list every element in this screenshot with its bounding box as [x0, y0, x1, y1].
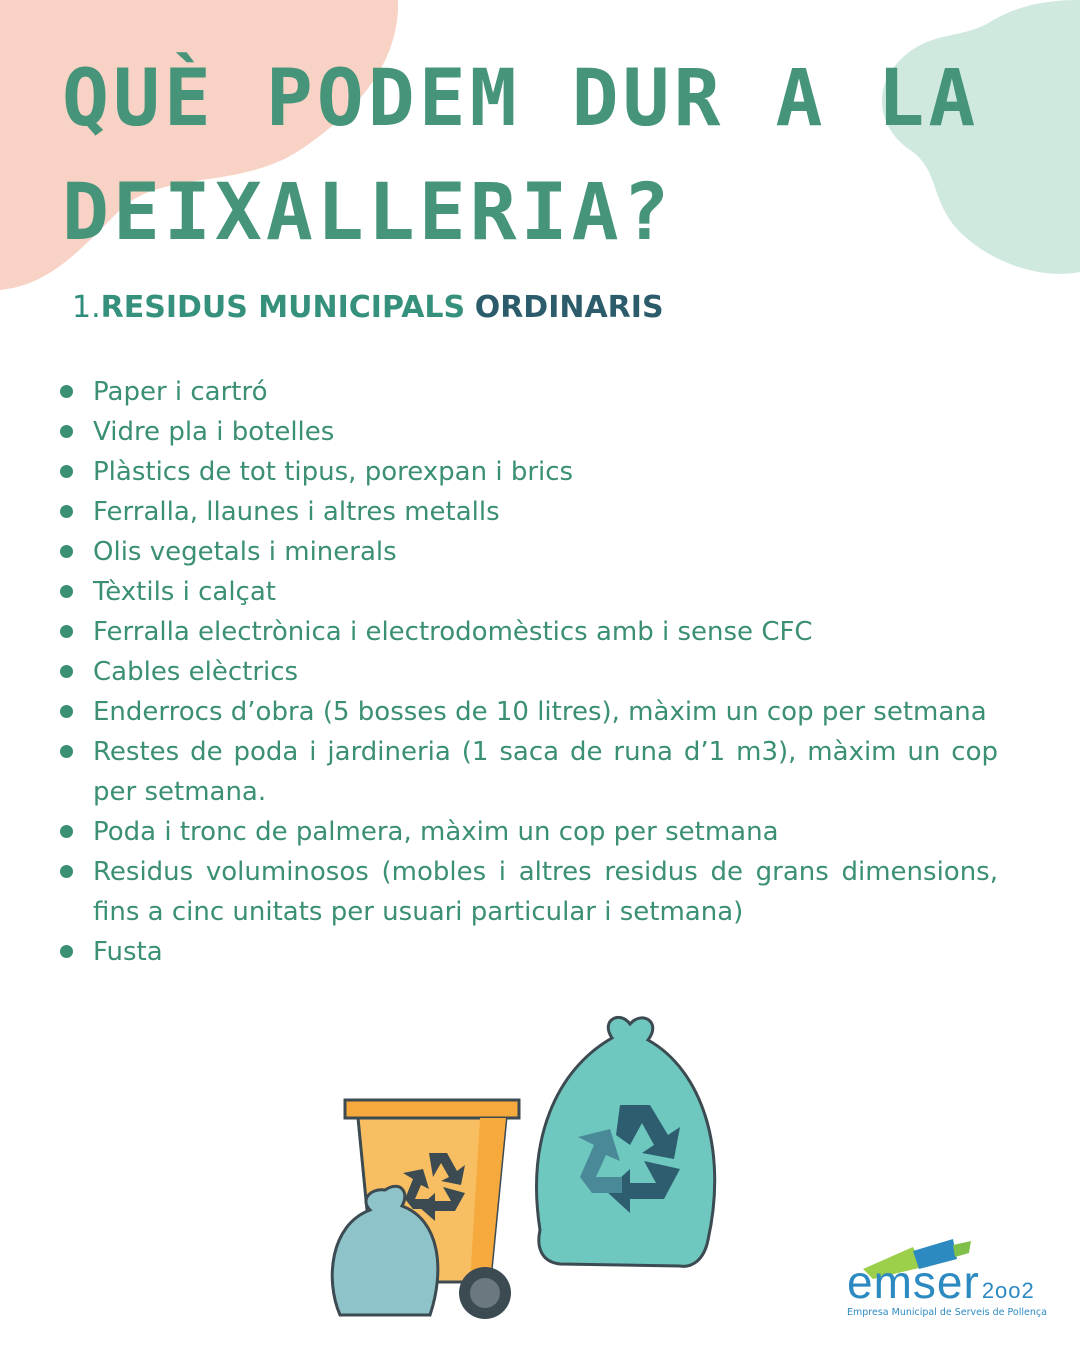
trash-bag-icon	[537, 1017, 715, 1266]
title-line-2: DEIXALLERIA?	[62, 168, 674, 258]
section-heading	[72, 290, 664, 325]
emser-logo	[843, 1243, 1047, 1325]
logo-wordmark-text: emser	[847, 1256, 980, 1308]
section-number: 1.	[72, 290, 101, 325]
list-item: Residus voluminosos (mobles i altres residus de grans dimensions, fins a cinc unitats per usuari particular i setmana)	[56, 852, 998, 932]
list-item: Poda i tronc de palmera, màxim un cop per setmana	[56, 812, 998, 852]
list-item: Tèxtils i calçat	[56, 572, 998, 612]
logo-year: 2oo2	[981, 1278, 1035, 1303]
list-item: Restes de poda i jardineria (1 saca de runa d’1 m3), màxim un cop per setmana.	[56, 732, 998, 812]
list-item: Fusta	[56, 932, 998, 972]
list-item: Enderrocs d’obra (5 bosses de 10 litres), màxim un cop per setmana	[56, 692, 998, 732]
logo-tagline: Empresa Municipal de Serveis de Pollença	[847, 1307, 1047, 1318]
list-item: Ferralla electrònica i electrodomèstics amb i sense CFC	[56, 612, 998, 652]
title-line-1: QUÈ PODEM DUR A LA	[62, 54, 980, 144]
list-item: Paper i cartró	[56, 372, 998, 412]
list-item: Cables elèctrics	[56, 652, 998, 692]
page-title	[62, 42, 1042, 270]
section-title-part1: RESIDUS MUNICIPALS	[100, 290, 466, 325]
list-item: Plàstics de tot tipus, porexpan i brics	[56, 452, 998, 492]
waste-list	[56, 372, 998, 972]
list-item: Vidre pla i botelles	[56, 412, 998, 452]
recycling-illustration	[330, 1010, 730, 1330]
list-item: Ferralla, llaunes i altres metalls	[56, 492, 998, 532]
list-item: Olis vegetals i minerals	[56, 532, 998, 572]
logo-wordmark	[847, 1255, 1035, 1309]
section-title-part2: ORDINARIS	[474, 290, 664, 325]
